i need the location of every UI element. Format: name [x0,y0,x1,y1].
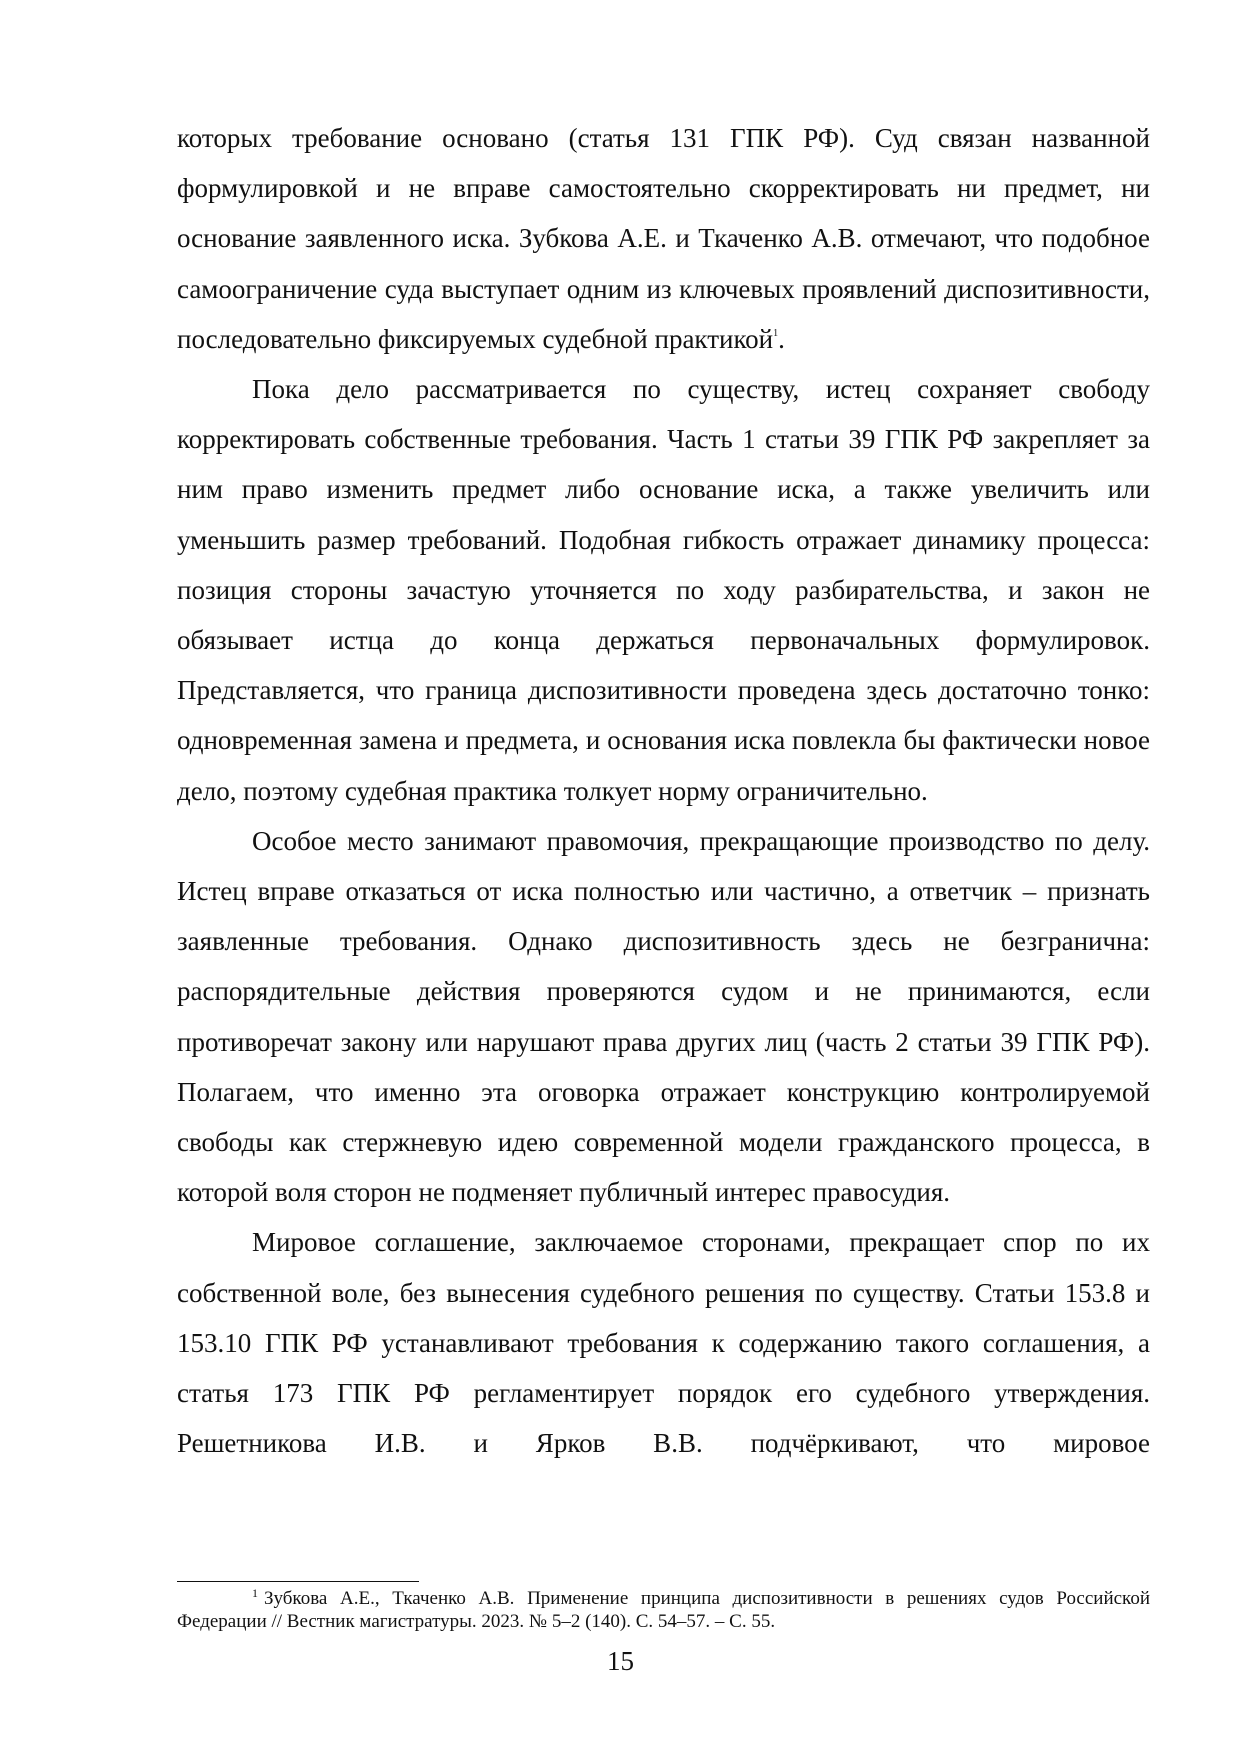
paragraph: Особое место занимают правомочия, прекращающие производство по делу. Истец вправе отказаться от иска полностью или частично, а ответчик – признать заявленные требования. Однако диспозитивность здесь не безгранична: распорядительные действия проверяются судом и не принимаются, если противоречат закону или нарушают права других лиц (часть 2 статьи 39 ГПК РФ). Полагаем, что именно эта оговорка отражает конструкцию контролируемой свободы как стержневую идею современной модели гражданского процесса, в которой воля сторон не подменяет публичный интерес правосудия. [177,825,1150,1208]
paragraph-continued [177,113,1150,364]
body-text [177,113,1150,1468]
footnote-reference[interactable]: 1 [773,327,779,339]
paragraph-continues-next-page: Мировое соглашение, заключаемое сторонами, прекращает спор по их собственной воле, без вынесения судебного решения по существу. Статьи 153.8 и 153.10 ГПК РФ устанавливают требования к содержанию такого соглашения, а статья 173 ГПК РФ регламентирует порядок его судебного утверждения. Решетникова И.В. и Ярков В.В. подчёркивают, что мировое [177,1227,1150,1459]
paragraph-text-end: . [778,323,785,354]
paragraph-text: которых требование основано (статья 131 ГПК РФ). Суд связан названной формулировкой и не вправе самостоятельно скорректировать ни предмет, ни основание заявленного иска. Зубкова А.Е. и Ткаченко А.В. отмечают, что подобное самоограничение суда выступает одним из ключевых проявлений диспозитивности, последовательно фиксируемых судебной практикой [177,123,1150,354]
footnote-separator [177,1581,419,1582]
footnote: 1 Зубкова А.Е., Ткаченко А.В. Применение принципа диспозитивности в решениях судов Российской Федерации // Вестник магистратуры. 2023. № 5–2 (140). С. 54–57. – С. 55. [177,1586,1150,1632]
footnote-text: Зубкова А.Е., Ткаченко А.В. Применение принципа диспозитивности в решениях судов Российской Федерации // Вестник магистратуры. 2023. № 5–2 (140). С. 54–57. – С. 55. [177,1588,1150,1632]
page-number: 15 [607,1646,634,1676]
paragraph: Пока дело рассматривается по существу, истец сохраняет свободу корректировать собственные требования. Часть 1 статьи 39 ГПК РФ закрепляет за ним право изменить предмет либо основание иска, а также увеличить или уменьшить размер требований. Подобная гибкость отражает динамику процесса: позиция стороны зачастую уточняется по ходу разбирательства, и закон не обязывает истца до конца держаться первоначальных формулировок. Представляется, что граница диспозитивности проведена здесь достаточно тонко: одновременная замена и предмета, и основания иска повлекла бы фактически новое дело, поэтому судебная практика толкует норму ограничительно. [177,374,1150,806]
